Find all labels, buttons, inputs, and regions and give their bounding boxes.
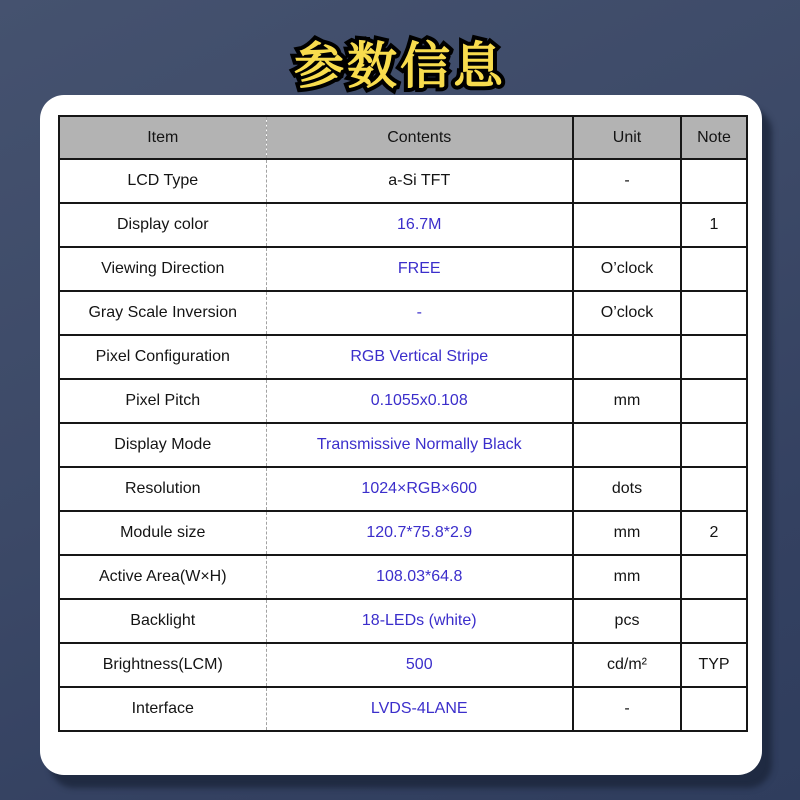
unit-cell: mm [573, 379, 681, 423]
table-row [59, 599, 747, 643]
note-cell: 1 [681, 203, 747, 247]
contents-cell: RGB Vertical Stripe [266, 335, 573, 379]
contents-cell: a-Si TFT [266, 159, 573, 203]
unit-cell: mm [573, 555, 681, 599]
unit-cell: - [573, 159, 681, 203]
table-row [59, 379, 747, 423]
unit-cell: - [573, 687, 681, 731]
table-row [59, 555, 747, 599]
note-cell [681, 599, 747, 643]
note-cell: TYP [681, 643, 747, 687]
unit-cell [573, 423, 681, 467]
note-cell [681, 555, 747, 599]
note-cell [681, 335, 747, 379]
contents-cell: 16.7M [266, 203, 573, 247]
item-cell: LCD Type [59, 159, 266, 203]
header-row [59, 116, 747, 159]
table-row [59, 511, 747, 555]
item-cell: Display Mode [59, 423, 266, 467]
table-row [59, 643, 747, 687]
note-cell [681, 159, 747, 203]
note-cell [681, 467, 747, 511]
table-row [59, 203, 747, 247]
unit-cell: mm [573, 511, 681, 555]
item-cell: Interface [59, 687, 266, 731]
item-cell: Display color [59, 203, 266, 247]
note-cell [681, 247, 747, 291]
unit-cell [573, 335, 681, 379]
contents-cell: 108.03*64.8 [266, 555, 573, 599]
table-row [59, 423, 747, 467]
item-cell: Pixel Configuration [59, 335, 266, 379]
header-item: Item [59, 116, 266, 159]
contents-cell: 1024×RGB×600 [266, 467, 573, 511]
note-cell [681, 687, 747, 731]
contents-cell: 0.1055x0.108 [266, 379, 573, 423]
note-cell [681, 379, 747, 423]
contents-cell: FREE [266, 247, 573, 291]
table-row [59, 247, 747, 291]
header-note: Note [681, 116, 747, 159]
header-unit: Unit [573, 116, 681, 159]
item-cell: Viewing Direction [59, 247, 266, 291]
item-cell: Gray Scale Inversion [59, 291, 266, 335]
page-title: 参数信息 [294, 38, 506, 94]
note-cell: 2 [681, 511, 747, 555]
table-row [59, 467, 747, 511]
table-row [59, 335, 747, 379]
item-cell: Brightness(LCM) [59, 643, 266, 687]
spec-table [58, 115, 748, 732]
contents-cell: 500 [266, 643, 573, 687]
item-cell: Pixel Pitch [59, 379, 266, 423]
spec-table-body [59, 159, 747, 731]
contents-cell: Transmissive Normally Black [266, 423, 573, 467]
unit-cell: O’clock [573, 291, 681, 335]
table-row [59, 159, 747, 203]
item-cell: Module size [59, 511, 266, 555]
contents-cell: 120.7*75.8*2.9 [266, 511, 573, 555]
unit-cell: pcs [573, 599, 681, 643]
spec-card [40, 95, 762, 775]
item-cell: Backlight [59, 599, 266, 643]
unit-cell: cd/m² [573, 643, 681, 687]
table-row [59, 687, 747, 731]
table-row [59, 291, 747, 335]
unit-cell [573, 203, 681, 247]
item-cell: Active Area(W×H) [59, 555, 266, 599]
note-cell [681, 423, 747, 467]
note-cell [681, 291, 747, 335]
contents-cell: LVDS-4LANE [266, 687, 573, 731]
spec-table-header [59, 116, 747, 159]
unit-cell: dots [573, 467, 681, 511]
contents-cell: 18-LEDs (white) [266, 599, 573, 643]
unit-cell: O’clock [573, 247, 681, 291]
item-cell: Resolution [59, 467, 266, 511]
contents-cell: - [266, 291, 573, 335]
header-contents: Contents [266, 116, 573, 159]
